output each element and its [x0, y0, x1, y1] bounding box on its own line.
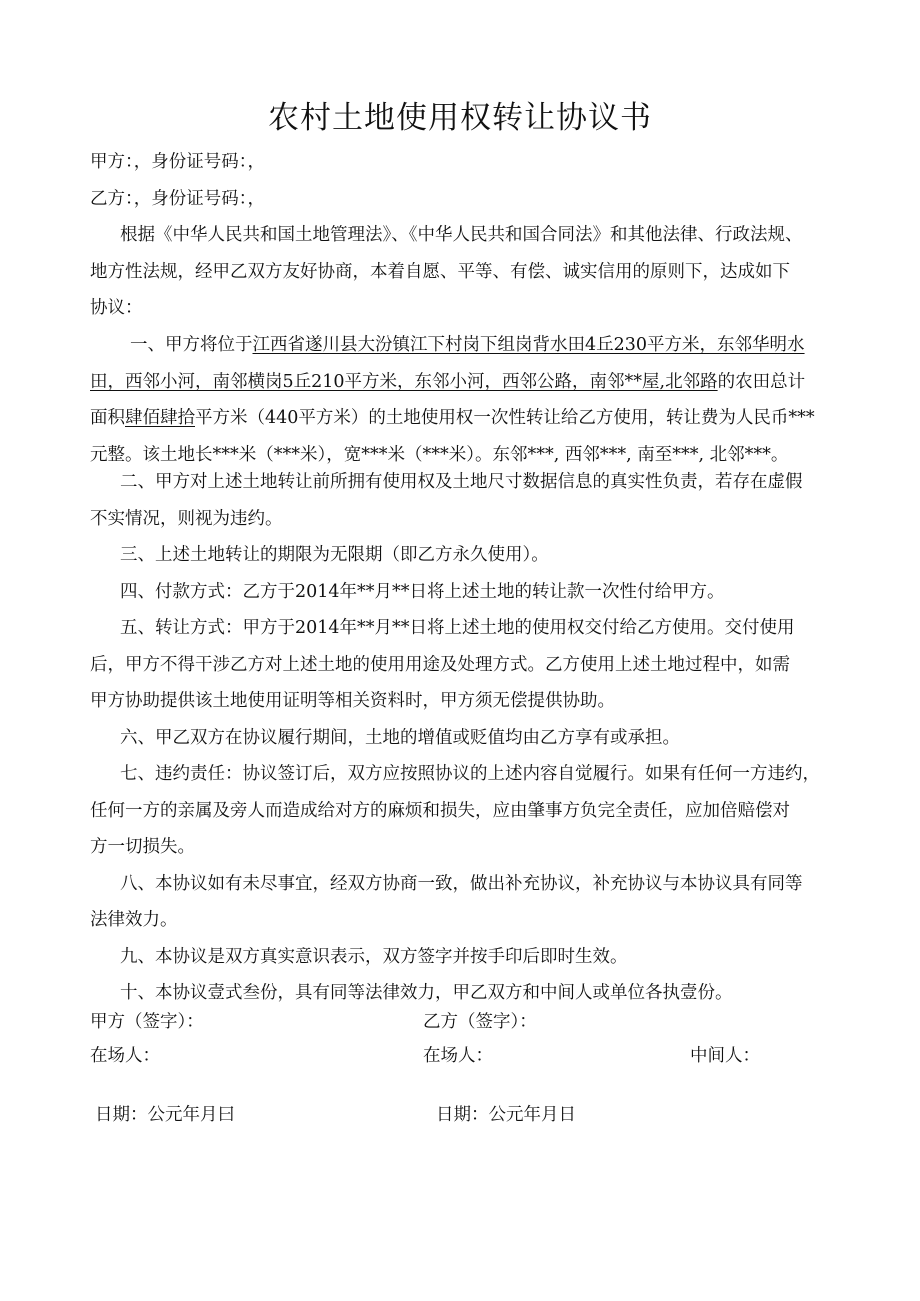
clause-1-text: 一、甲方将位于 [130, 335, 253, 355]
clause-5-line-2: 后，甲方不得干涉乙方对上述土地的使用用途及处理方式。乙方使用上述土地过程中，如需 [90, 654, 790, 675]
parties-block [90, 144, 838, 327]
clause-1-line-1 [90, 327, 838, 364]
clause-1-location: 江西省遂川县大汾镇江下村岗下组岗背水田4丘230平方米，东邻华明水 [252, 335, 805, 355]
clause-2-line-2: 不实情况，则视为违约。 [90, 508, 283, 529]
clause-8-line-1: 八、本协议如有未尽事宜，经双方协商一致，做出补充协议，补充协议与本协议具有同等 [120, 873, 803, 894]
clause-7-line-1: 七、违约责任：协议签订后，双方应按照协议的上述内容自觉履行。如果有任何一方违约， [120, 764, 820, 784]
clause-9: 九、本协议是双方真实意识表示，双方签字并按手印后即时生效。 [120, 946, 628, 967]
intro-line-3: 协议： [90, 298, 143, 318]
clause-7-line-3: 方一切损失。 [90, 837, 195, 857]
intermediary: 中间人： [690, 1046, 760, 1066]
clause-1-text: 平方米（440平方米）的土地使用权一次性转让给乙方使用，转让费为人民币*** [195, 408, 815, 428]
clause-1-line-3 [90, 400, 838, 437]
witness-a: 在场人： [90, 1046, 160, 1066]
clause-10: 十、本协议壹式叁份，具有同等法律效力，甲乙双方和中间人或单位各执壹份。 [120, 983, 733, 1003]
date-a: 日期：公元年月曰 [95, 1105, 235, 1125]
document-title: 农村土地使用权转让协议书 [268, 100, 652, 136]
clause-4: 四、付款方式：乙方于2014年**月**日将上述土地的转让款一次性付给甲方。 [120, 581, 725, 602]
clause-5-line-3: 甲方协助提供该土地使用证明等相关资料时，甲方须无偿提供协助。 [90, 691, 615, 711]
intro-line-1: 根据《中华人民共和国土地管理法》、《中华人民共和国合同法》和其他法律、行政法规、 [120, 225, 803, 245]
clause-5-line-1: 五、转让方式：甲方于2014年**月**日将上述土地的使用权交付给乙方使用。交付使用 [120, 618, 795, 638]
party-a-signature: 甲方（签字）： [90, 1012, 204, 1032]
clause-1-location-cont: 田，西邻小河，南邻横岗5丘210平方米，东邻小河，西邻公路，南邻**屋,北邻路 [90, 371, 718, 392]
clause-1-area: 肆佰肆拾 [125, 408, 195, 428]
clause-2-line-1: 二、甲方对上述土地转让前所拥有使用权及土地尺寸数据信息的真实性负责，若存在虚假 [120, 472, 803, 492]
clause-1-text: 的农田总计 [717, 371, 806, 392]
clauses-block [90, 464, 838, 1012]
intro-line-2: 地方性法规，经甲乙双方友好协商，本着自愿、平等、有偿、诚实信用的原则下，达成如下 [90, 261, 790, 282]
clause-6: 六、甲乙双方在协议履行期间，土地的增值或贬值均由乙方享有或承担。 [120, 727, 680, 748]
party-b-signature: 乙方（签字）： [423, 1012, 537, 1032]
clause-1-line-4: 元整。该土地长***米（***米），宽***米（***米）。东邻***, 西邻***, 南至***, 北邻***。 [90, 444, 789, 465]
clause-1 [90, 327, 838, 473]
witness-b: 在场人： [423, 1046, 493, 1066]
clause-1-text: 面积 [90, 408, 125, 428]
date-b: 日期：公元年月日 [436, 1105, 576, 1125]
clause-8-line-2: 法律效力。 [90, 910, 178, 930]
party-a-line: 甲方：，身份证号码：， [90, 152, 265, 172]
clause-3: 三、上述土地转让的期限为无限期（即乙方永久使用）。 [120, 545, 549, 565]
clause-7-line-2: 任何一方的亲属及旁人而造成给对方的麻烦和损失，应由肇事方负完全责任，应加倍赔偿对 [90, 800, 790, 821]
party-b-line: 乙方：，身份证号码：， [90, 188, 265, 209]
clause-1-line-2 [90, 364, 838, 401]
